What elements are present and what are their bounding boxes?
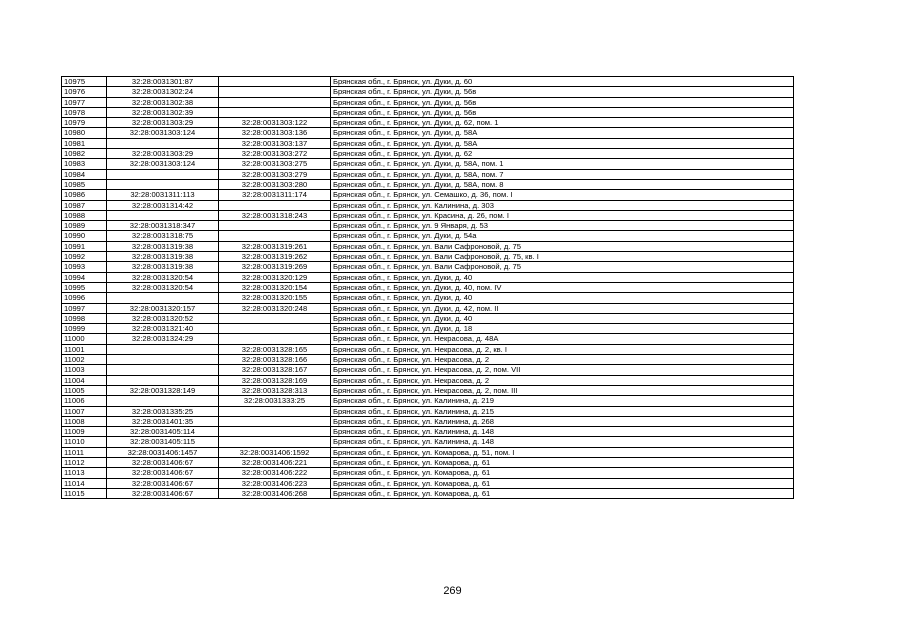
table-row bbox=[62, 169, 794, 179]
address-cell: Брянская обл., г. Брянск, ул. Красина, д. 26, пом. I bbox=[331, 210, 794, 220]
row-number-cell: 11001 bbox=[62, 344, 107, 354]
address-cell: Брянская обл., г. Брянск, ул. Некрасова, д. 2 bbox=[331, 375, 794, 385]
row-number-cell: 10980 bbox=[62, 128, 107, 138]
row-number-cell: 11000 bbox=[62, 334, 107, 344]
table-row bbox=[62, 200, 794, 210]
address-cell: Брянская обл., г. Брянск, ул. Вали Сафроновой, д. 75 bbox=[331, 262, 794, 272]
cadastral-number-cell bbox=[107, 138, 219, 148]
cadastral-number-cell: 32:28:0031319:38 bbox=[107, 262, 219, 272]
row-number-cell: 11011 bbox=[62, 447, 107, 457]
row-number-cell: 10998 bbox=[62, 313, 107, 323]
room-cadastral-number-cell: 32:28:0031406:221 bbox=[219, 457, 331, 467]
cadastral-number-cell: 32:28:0031318:347 bbox=[107, 221, 219, 231]
room-cadastral-number-cell: 32:28:0031319:269 bbox=[219, 262, 331, 272]
table-row bbox=[62, 190, 794, 200]
property-table bbox=[61, 76, 794, 499]
cadastral-number-cell: 32:28:0031311:113 bbox=[107, 190, 219, 200]
room-cadastral-number-cell: 32:28:0031406:222 bbox=[219, 468, 331, 478]
room-cadastral-number-cell bbox=[219, 77, 331, 87]
table-row bbox=[62, 231, 794, 241]
cadastral-number-cell bbox=[107, 375, 219, 385]
room-cadastral-number-cell: 32:28:0031303:279 bbox=[219, 169, 331, 179]
row-number-cell: 11007 bbox=[62, 406, 107, 416]
room-cadastral-number-cell: 32:28:0031320:248 bbox=[219, 303, 331, 313]
room-cadastral-number-cell: 32:28:0031328:169 bbox=[219, 375, 331, 385]
room-cadastral-number-cell: 32:28:0031318:243 bbox=[219, 210, 331, 220]
room-cadastral-number-cell: 32:28:0031319:262 bbox=[219, 252, 331, 262]
cadastral-number-cell: 32:28:0031406:67 bbox=[107, 488, 219, 498]
row-number-cell: 11004 bbox=[62, 375, 107, 385]
room-cadastral-number-cell bbox=[219, 313, 331, 323]
cadastral-number-cell: 32:28:0031319:38 bbox=[107, 252, 219, 262]
table-row bbox=[62, 344, 794, 354]
address-cell: Брянская обл., г. Брянск, ул. Калинина, д. 215 bbox=[331, 406, 794, 416]
address-cell: Брянская обл., г. Брянск, ул. Дуки, д. 58А, пом. 8 bbox=[331, 179, 794, 189]
room-cadastral-number-cell bbox=[219, 427, 331, 437]
row-number-cell: 10990 bbox=[62, 231, 107, 241]
room-cadastral-number-cell: 32:28:0031320:155 bbox=[219, 293, 331, 303]
table-row bbox=[62, 447, 794, 457]
room-cadastral-number-cell: 32:28:0031303:272 bbox=[219, 149, 331, 159]
address-cell: Брянская обл., г. Брянск, ул. Некрасова, д. 48А bbox=[331, 334, 794, 344]
address-cell: Брянская обл., г. Брянск, ул. Некрасова, д. 2, пом. VII bbox=[331, 365, 794, 375]
table-row bbox=[62, 427, 794, 437]
table-row bbox=[62, 457, 794, 467]
row-number-cell: 10975 bbox=[62, 77, 107, 87]
row-number-cell: 10987 bbox=[62, 200, 107, 210]
address-cell: Брянская обл., г. Брянск, ул. Калинина, д. 219 bbox=[331, 396, 794, 406]
table-row bbox=[62, 385, 794, 395]
cadastral-number-cell bbox=[107, 179, 219, 189]
row-number-cell: 10985 bbox=[62, 179, 107, 189]
cadastral-number-cell: 32:28:0031303:124 bbox=[107, 128, 219, 138]
address-cell: Брянская обл., г. Брянск, ул. Дуки, д. 18 bbox=[331, 324, 794, 334]
cadastral-number-cell: 32:28:0031401:35 bbox=[107, 416, 219, 426]
cadastral-number-cell: 32:28:0031318:75 bbox=[107, 231, 219, 241]
address-cell: Брянская обл., г. Брянск, ул. Дуки, д. 56в bbox=[331, 87, 794, 97]
table-row bbox=[62, 210, 794, 220]
address-cell: Брянская обл., г. Брянск, ул. 9 Января, д. 53 bbox=[331, 221, 794, 231]
room-cadastral-number-cell: 32:28:0031328:167 bbox=[219, 365, 331, 375]
room-cadastral-number-cell bbox=[219, 334, 331, 344]
cadastral-number-cell: 32:28:0031320:52 bbox=[107, 313, 219, 323]
address-cell: Брянская обл., г. Брянск, ул. Дуки, д. 62, пом. 1 bbox=[331, 118, 794, 128]
table-row bbox=[62, 118, 794, 128]
address-cell: Брянская обл., г. Брянск, ул. Калинина, д. 148 bbox=[331, 427, 794, 437]
address-cell: Брянская обл., г. Брянск, ул. Дуки, д. 42, пом. II bbox=[331, 303, 794, 313]
address-cell: Брянская обл., г. Брянск, ул. Комарова, д. 61 bbox=[331, 488, 794, 498]
cadastral-number-cell: 32:28:0031303:29 bbox=[107, 149, 219, 159]
cadastral-number-cell: 32:28:0031328:149 bbox=[107, 385, 219, 395]
property-table-body bbox=[62, 77, 794, 499]
room-cadastral-number-cell bbox=[219, 437, 331, 447]
address-cell: Брянская обл., г. Брянск, ул. Комарова, д. 61 bbox=[331, 457, 794, 467]
room-cadastral-number-cell: 32:28:0031303:136 bbox=[219, 128, 331, 138]
room-cadastral-number-cell: 32:28:0031303:137 bbox=[219, 138, 331, 148]
row-number-cell: 10999 bbox=[62, 324, 107, 334]
table-row bbox=[62, 396, 794, 406]
room-cadastral-number-cell: 32:28:0031311:174 bbox=[219, 190, 331, 200]
table-row bbox=[62, 221, 794, 231]
room-cadastral-number-cell bbox=[219, 200, 331, 210]
address-cell: Брянская обл., г. Брянск, ул. Комарова, д. 51, пом. I bbox=[331, 447, 794, 457]
address-cell: Брянская обл., г. Брянск, ул. Дуки, д. 54а bbox=[331, 231, 794, 241]
cadastral-number-cell bbox=[107, 293, 219, 303]
cadastral-number-cell: 32:28:0031320:54 bbox=[107, 282, 219, 292]
row-number-cell: 10984 bbox=[62, 169, 107, 179]
table-row bbox=[62, 241, 794, 251]
table-row bbox=[62, 97, 794, 107]
cadastral-number-cell: 32:28:0031314:42 bbox=[107, 200, 219, 210]
table-row bbox=[62, 159, 794, 169]
row-number-cell: 11008 bbox=[62, 416, 107, 426]
room-cadastral-number-cell bbox=[219, 406, 331, 416]
address-cell: Брянская обл., г. Брянск, ул. Дуки, д. 62 bbox=[331, 149, 794, 159]
address-cell: Брянская обл., г. Брянск, ул. Дуки, д. 40, пом. IV bbox=[331, 282, 794, 292]
cadastral-number-cell: 32:28:0031405:114 bbox=[107, 427, 219, 437]
table-row bbox=[62, 468, 794, 478]
table-row bbox=[62, 365, 794, 375]
table-row bbox=[62, 77, 794, 87]
row-number-cell: 11012 bbox=[62, 457, 107, 467]
table-row bbox=[62, 303, 794, 313]
address-cell: Брянская обл., г. Брянск, ул. Некрасова, д. 2 bbox=[331, 355, 794, 365]
table-row bbox=[62, 478, 794, 488]
cadastral-number-cell bbox=[107, 344, 219, 354]
table-row bbox=[62, 262, 794, 272]
cadastral-number-cell: 32:28:0031303:124 bbox=[107, 159, 219, 169]
row-number-cell: 10978 bbox=[62, 107, 107, 117]
cadastral-number-cell: 32:28:0031406:67 bbox=[107, 457, 219, 467]
room-cadastral-number-cell: 32:28:0031328:166 bbox=[219, 355, 331, 365]
room-cadastral-number-cell bbox=[219, 221, 331, 231]
row-number-cell: 10992 bbox=[62, 252, 107, 262]
cadastral-number-cell: 32:28:0031301:87 bbox=[107, 77, 219, 87]
cadastral-number-cell bbox=[107, 365, 219, 375]
row-number-cell: 11013 bbox=[62, 468, 107, 478]
table-row bbox=[62, 375, 794, 385]
table-row bbox=[62, 406, 794, 416]
address-cell: Брянская обл., г. Брянск, ул. Калинина, д. 268 bbox=[331, 416, 794, 426]
cadastral-number-cell: 32:28:0031302:24 bbox=[107, 87, 219, 97]
address-cell: Брянская обл., г. Брянск, ул. Дуки, д. 40 bbox=[331, 272, 794, 282]
row-number-cell: 10995 bbox=[62, 282, 107, 292]
room-cadastral-number-cell: 32:28:0031320:154 bbox=[219, 282, 331, 292]
row-number-cell: 11014 bbox=[62, 478, 107, 488]
row-number-cell: 10977 bbox=[62, 97, 107, 107]
row-number-cell: 10986 bbox=[62, 190, 107, 200]
room-cadastral-number-cell: 32:28:0031303:122 bbox=[219, 118, 331, 128]
address-cell: Брянская обл., г. Брянск, ул. Семашко, д. 36, пом. I bbox=[331, 190, 794, 200]
row-number-cell: 10994 bbox=[62, 272, 107, 282]
cadastral-number-cell: 32:28:0031320:54 bbox=[107, 272, 219, 282]
cadastral-number-cell: 32:28:0031319:38 bbox=[107, 241, 219, 251]
cadastral-number-cell bbox=[107, 355, 219, 365]
cadastral-number-cell: 32:28:0031302:38 bbox=[107, 97, 219, 107]
row-number-cell: 10988 bbox=[62, 210, 107, 220]
address-cell: Брянская обл., г. Брянск, ул. Калинина, д. 148 bbox=[331, 437, 794, 447]
table-row bbox=[62, 437, 794, 447]
table-row bbox=[62, 149, 794, 159]
cadastral-number-cell: 32:28:0031406:67 bbox=[107, 468, 219, 478]
cadastral-number-cell: 32:28:0031321:40 bbox=[107, 324, 219, 334]
row-number-cell: 11006 bbox=[62, 396, 107, 406]
room-cadastral-number-cell bbox=[219, 87, 331, 97]
row-number-cell: 10982 bbox=[62, 149, 107, 159]
cadastral-number-cell: 32:28:0031320:157 bbox=[107, 303, 219, 313]
row-number-cell: 10996 bbox=[62, 293, 107, 303]
table-row bbox=[62, 313, 794, 323]
table-row bbox=[62, 293, 794, 303]
cadastral-number-cell: 32:28:0031302:39 bbox=[107, 107, 219, 117]
address-cell: Брянская обл., г. Брянск, ул. Дуки, д. 56в bbox=[331, 97, 794, 107]
room-cadastral-number-cell bbox=[219, 416, 331, 426]
table-row bbox=[62, 355, 794, 365]
address-cell: Брянская обл., г. Брянск, ул. Дуки, д. 40 bbox=[331, 313, 794, 323]
row-number-cell: 10991 bbox=[62, 241, 107, 251]
table-row bbox=[62, 272, 794, 282]
address-cell: Брянская обл., г. Брянск, ул. Дуки, д. 58А bbox=[331, 138, 794, 148]
table-row bbox=[62, 179, 794, 189]
address-cell: Брянская обл., г. Брянск, ул. Некрасова, д. 2, кв. I bbox=[331, 344, 794, 354]
address-cell: Брянская обл., г. Брянск, ул. Дуки, д. 60 bbox=[331, 77, 794, 87]
room-cadastral-number-cell bbox=[219, 107, 331, 117]
room-cadastral-number-cell: 32:28:0031328:165 bbox=[219, 344, 331, 354]
table-row bbox=[62, 107, 794, 117]
cadastral-number-cell: 32:28:0031405:115 bbox=[107, 437, 219, 447]
row-number-cell: 10989 bbox=[62, 221, 107, 231]
table-row bbox=[62, 282, 794, 292]
address-cell: Брянская обл., г. Брянск, ул. Некрасова, д. 2, пом. III bbox=[331, 385, 794, 395]
room-cadastral-number-cell: 32:28:0031406:1592 bbox=[219, 447, 331, 457]
table-row bbox=[62, 252, 794, 262]
room-cadastral-number-cell: 32:28:0031406:223 bbox=[219, 478, 331, 488]
room-cadastral-number-cell: 32:28:0031328:313 bbox=[219, 385, 331, 395]
row-number-cell: 10997 bbox=[62, 303, 107, 313]
row-number-cell: 11005 bbox=[62, 385, 107, 395]
address-cell: Брянская обл., г. Брянск, ул. Комарова, д. 61 bbox=[331, 468, 794, 478]
address-cell: Брянская обл., г. Брянск, ул. Комарова, д. 61 bbox=[331, 478, 794, 488]
room-cadastral-number-cell: 32:28:0031319:261 bbox=[219, 241, 331, 251]
row-number-cell: 11003 bbox=[62, 365, 107, 375]
room-cadastral-number-cell: 32:28:0031333:25 bbox=[219, 396, 331, 406]
row-number-cell: 11010 bbox=[62, 437, 107, 447]
room-cadastral-number-cell bbox=[219, 231, 331, 241]
cadastral-number-cell bbox=[107, 396, 219, 406]
row-number-cell: 10993 bbox=[62, 262, 107, 272]
cadastral-number-cell bbox=[107, 169, 219, 179]
address-cell: Брянская обл., г. Брянск, ул. Вали Сафроновой, д. 75 bbox=[331, 241, 794, 251]
row-number-cell: 10979 bbox=[62, 118, 107, 128]
room-cadastral-number-cell bbox=[219, 324, 331, 334]
room-cadastral-number-cell: 32:28:0031320:129 bbox=[219, 272, 331, 282]
table-row bbox=[62, 138, 794, 148]
cadastral-number-cell: 32:28:0031406:1457 bbox=[107, 447, 219, 457]
address-cell: Брянская обл., г. Брянск, ул. Дуки, д. 56в bbox=[331, 107, 794, 117]
row-number-cell: 11002 bbox=[62, 355, 107, 365]
table-row bbox=[62, 334, 794, 344]
address-cell: Брянская обл., г. Брянск, ул. Дуки, д. 58А bbox=[331, 128, 794, 138]
address-cell: Брянская обл., г. Брянск, ул. Калинина, д. 303 bbox=[331, 200, 794, 210]
address-cell: Брянская обл., г. Брянск, ул. Дуки, д. 40 bbox=[331, 293, 794, 303]
room-cadastral-number-cell bbox=[219, 97, 331, 107]
cadastral-number-cell: 32:28:0031324:29 bbox=[107, 334, 219, 344]
room-cadastral-number-cell: 32:28:0031303:275 bbox=[219, 159, 331, 169]
table-row bbox=[62, 87, 794, 97]
address-cell: Брянская обл., г. Брянск, ул. Вали Сафроновой, д. 75, кв. I bbox=[331, 252, 794, 262]
cadastral-number-cell: 32:28:0031406:67 bbox=[107, 478, 219, 488]
cadastral-number-cell bbox=[107, 210, 219, 220]
page-number: 269 bbox=[443, 585, 462, 597]
address-cell: Брянская обл., г. Брянск, ул. Дуки, д. 58А, пом. 7 bbox=[331, 169, 794, 179]
table-row bbox=[62, 488, 794, 498]
room-cadastral-number-cell: 32:28:0031406:268 bbox=[219, 488, 331, 498]
row-number-cell: 11015 bbox=[62, 488, 107, 498]
cadastral-number-cell: 32:28:0031335:25 bbox=[107, 406, 219, 416]
table-row bbox=[62, 128, 794, 138]
row-number-cell: 10976 bbox=[62, 87, 107, 97]
table-row bbox=[62, 324, 794, 334]
table-row bbox=[62, 416, 794, 426]
row-number-cell: 11009 bbox=[62, 427, 107, 437]
cadastral-number-cell: 32:28:0031303:29 bbox=[107, 118, 219, 128]
row-number-cell: 10981 bbox=[62, 138, 107, 148]
address-cell: Брянская обл., г. Брянск, ул. Дуки, д. 58А, пом. 1 bbox=[331, 159, 794, 169]
room-cadastral-number-cell: 32:28:0031303:280 bbox=[219, 179, 331, 189]
row-number-cell: 10983 bbox=[62, 159, 107, 169]
